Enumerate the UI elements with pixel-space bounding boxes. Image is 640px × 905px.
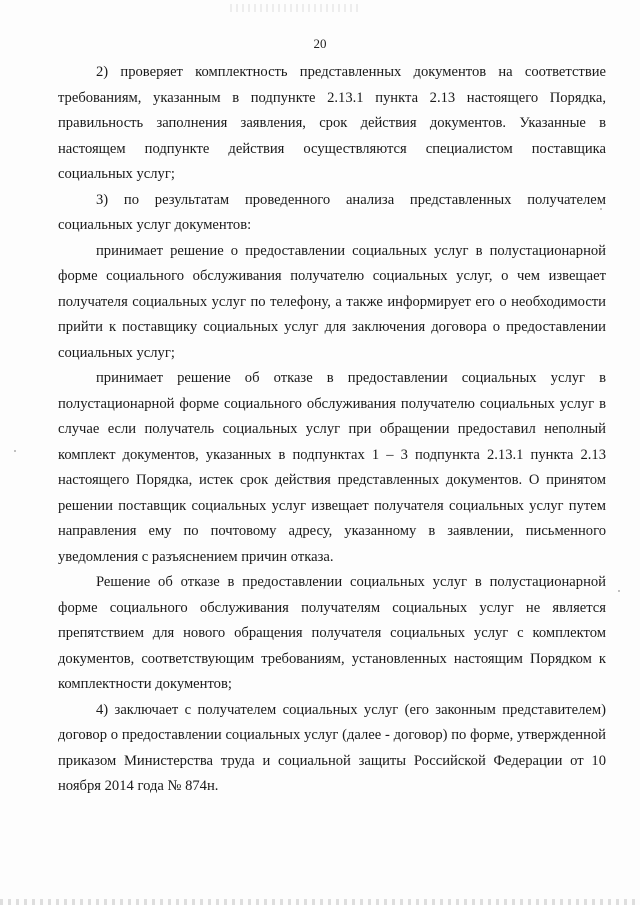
paragraph-conclude-contract: 4) заключает с получателем социальных услуг (его законным представителем) договор о предоставлении социальных услуг (далее - договор) по форме, утвержденной приказом Министерства труда и социальной защиты Российской Федерации от 10 ноября 2014 года № 874н. xyxy=(58,701,606,794)
scan-speck xyxy=(600,208,602,210)
scan-artifact-bottom xyxy=(0,899,640,905)
page-number: 20 xyxy=(313,36,327,51)
paragraph-decision-grant: принимает решение о предоставлении социальных услуг в полустационарной форме социального обслуживания получателю социальных услуг, о чем извещает получателя социальных услуг по телефону, а также информирует его о необходимости прийти к поставщику социальных услуг для заключения договора о предоставлении социальных услуг; xyxy=(58,242,606,361)
paragraph-decision-refuse: принимает решение об отказе в предоставлении социальных услуг в полустационарной форме социального обслуживания получателю социальных услуг в случае если получатель социальных услуг при обращении предоставил неполный комплект документов, указанных в подпунктах 1 – 3 подпункта 2.13.1 пункта 2.13 настоящего Порядка, истек срок действия представленных документов. О принятом решении поставщик социальных услуг извещает получателя социальных услуг путем направления ему по почтовому адресу, указанному в заявлении, письменного уведомления с разъяснением причин отказа. xyxy=(58,370,606,565)
paragraph-refusal-not-obstacle: Решение об отказе в предоставлении социальных услуг в полустационарной форме социального обслуживания получателям социальных услуг не является препятствием для нового обращения получателя социальных услуг с комплектом документов, соответствующим требованиям, установленных настоящим Порядком к комплектности документов; xyxy=(58,574,606,692)
document-body xyxy=(58,60,606,800)
scan-speck xyxy=(14,450,16,452)
paragraph-analysis-results: 3) по результатам проведенного анализа представленных получателем социальных услуг документов: xyxy=(58,191,606,233)
paragraph-check-completeness: 2) проверяет комплектность представленных документов на соответствие требованиям, указанным в подпункте 2.13.1 пункта 2.13 настоящего Порядка, правильность заполнения заявления, срок действия документов. Указанные в настоящем подпункте действия осуществляются специалистом поставщика социальных услуг; xyxy=(58,64,606,182)
scan-speck xyxy=(618,590,620,592)
scan-artifact-top xyxy=(230,4,360,12)
